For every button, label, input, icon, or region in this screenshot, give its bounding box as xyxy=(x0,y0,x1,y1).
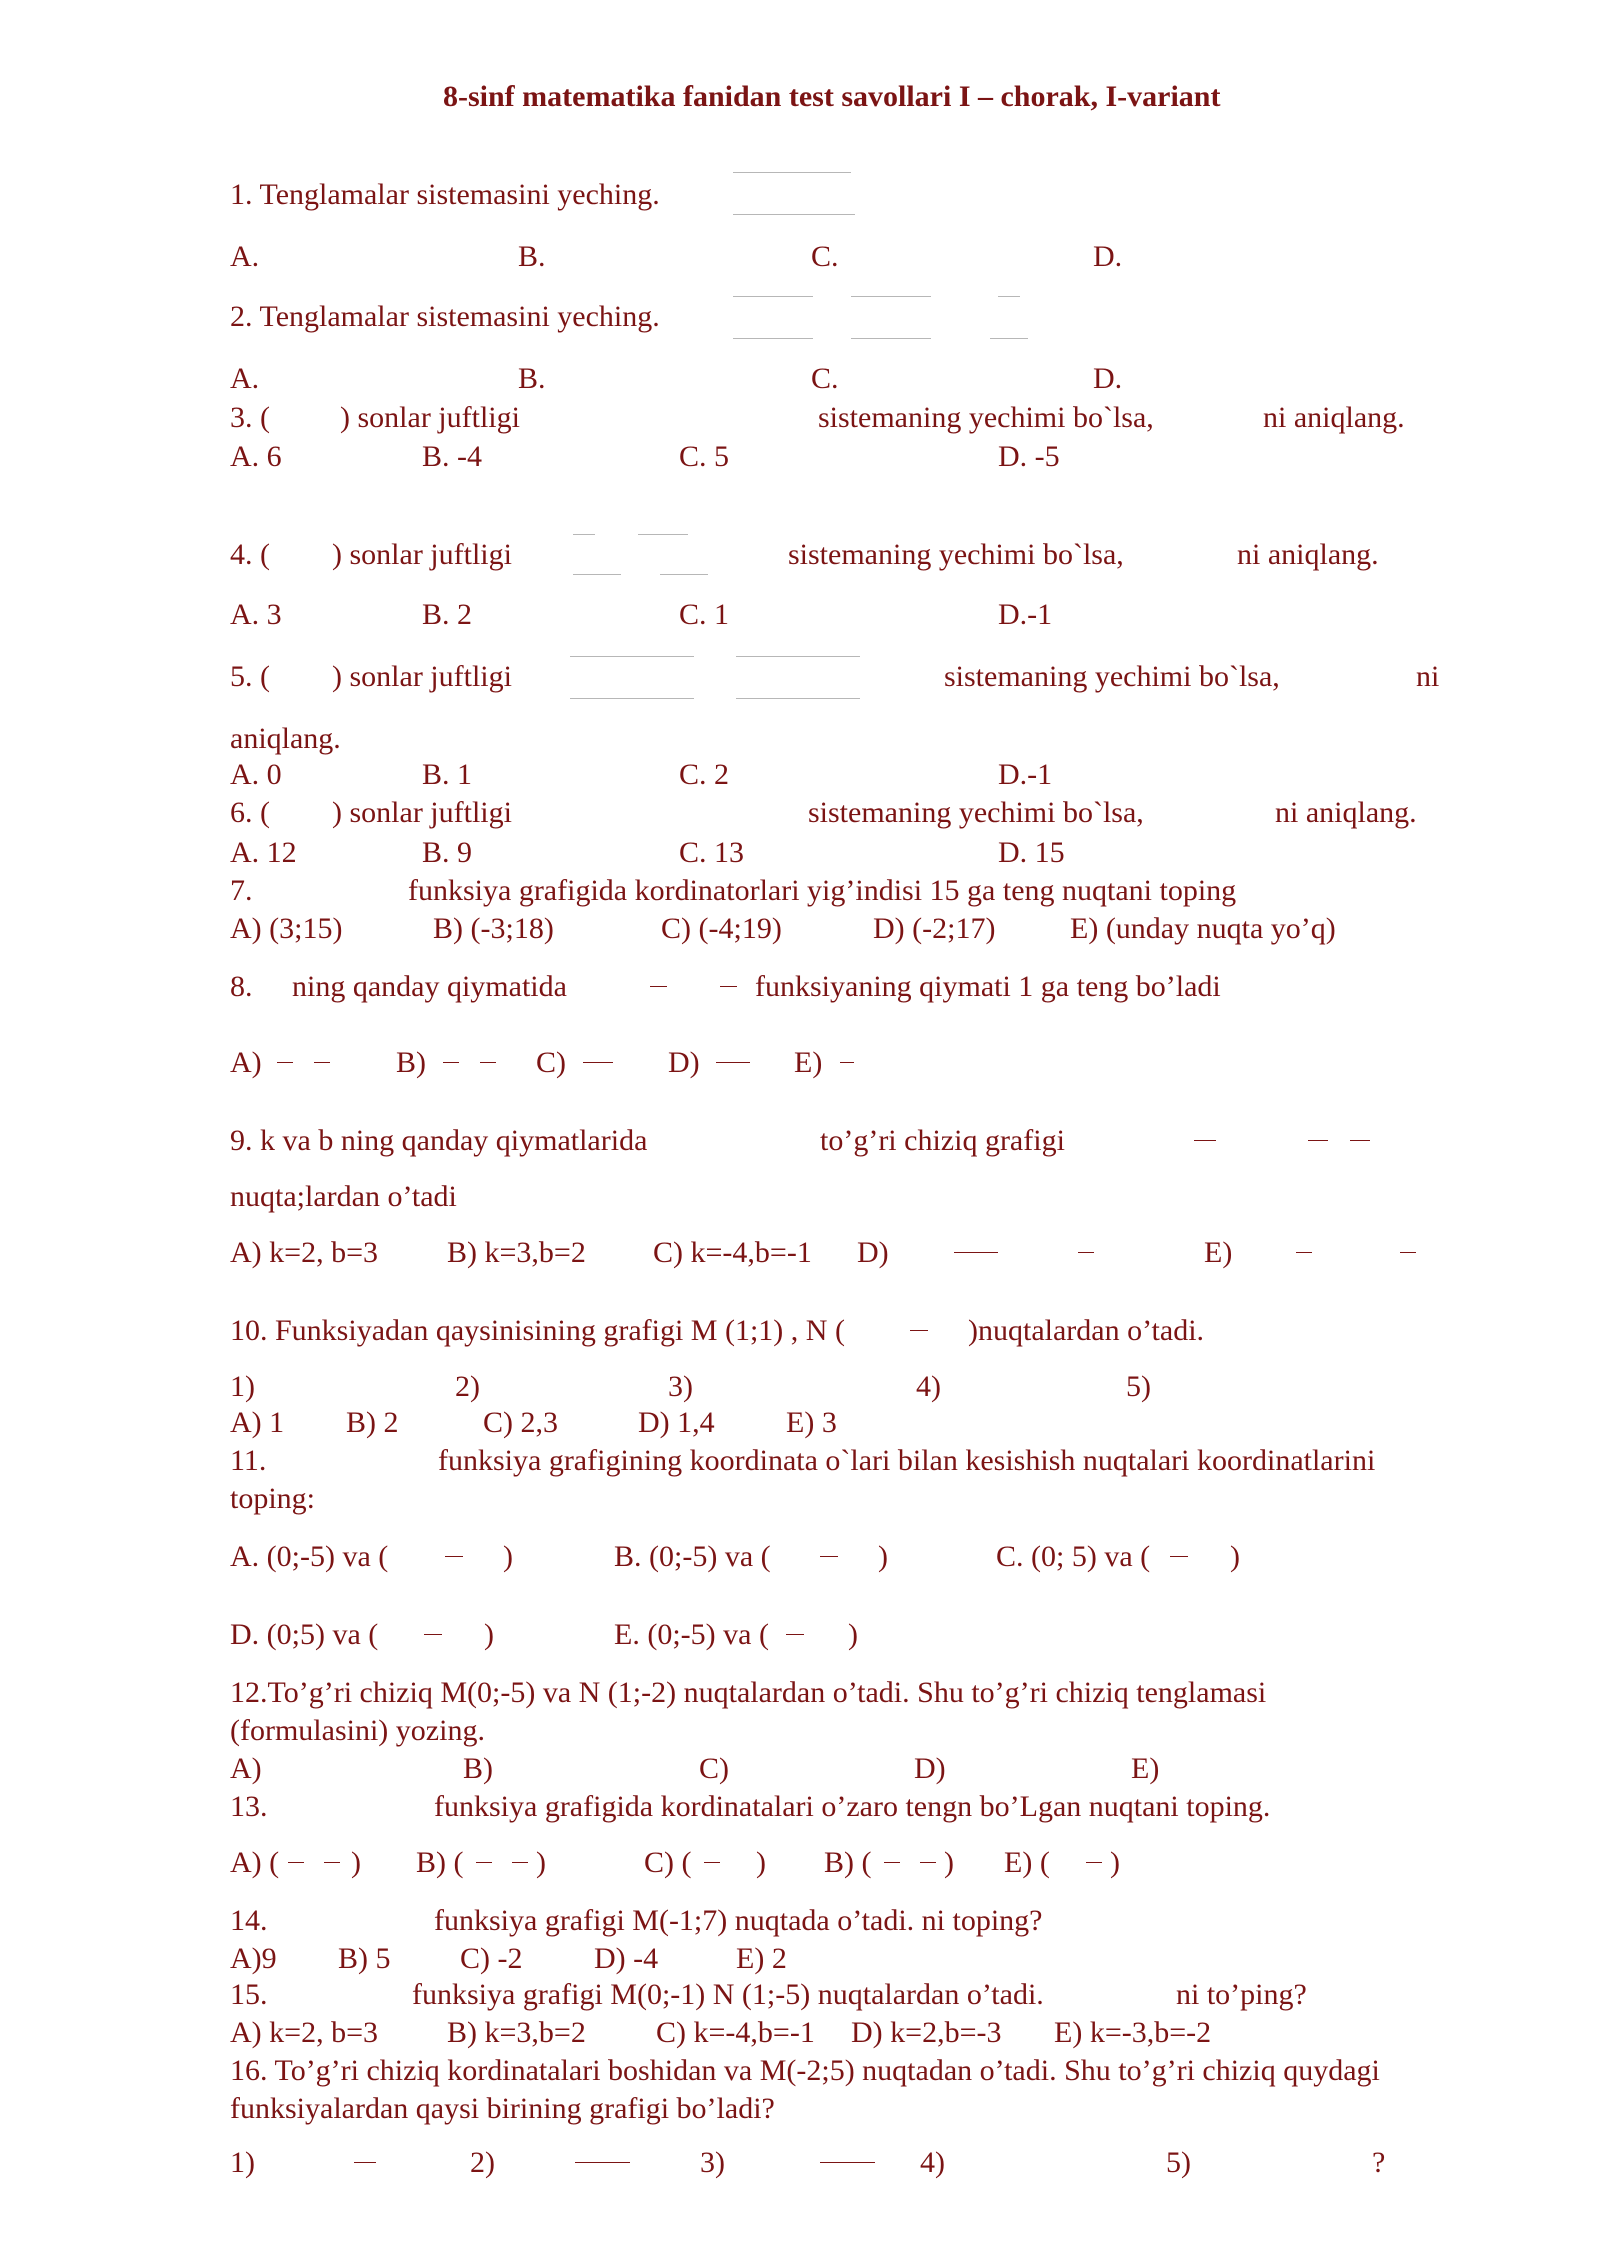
q14-option-c[interactable]: C) -2 xyxy=(460,1942,523,1975)
q13-option-e[interactable]: E) ( xyxy=(1004,1846,1050,1879)
fraction-bar xyxy=(720,986,737,987)
question-12-text: (formulasini) yozing. xyxy=(230,1714,485,1747)
question-4-text: ni aniqlang. xyxy=(1237,538,1379,571)
question-15-num: 15. xyxy=(230,1978,268,2011)
fraction-bar xyxy=(573,534,595,535)
q13-close-paren: ) xyxy=(536,1846,546,1879)
fraction-bar xyxy=(733,214,855,215)
q15-option-e[interactable]: E) k=-3,b=-2 xyxy=(1054,2016,1212,2049)
fraction-bar xyxy=(1078,1252,1094,1253)
fraction-bar xyxy=(575,2162,630,2163)
fraction-bar xyxy=(736,698,860,699)
q13-option-c[interactable]: C) ( xyxy=(644,1846,692,1879)
question-3-text: ) sonlar juftligi xyxy=(340,401,520,434)
q1-option-a[interactable]: A. xyxy=(230,240,260,273)
q13-close-paren: ) xyxy=(944,1846,954,1879)
q7-option-d[interactable]: D) (-2;17) xyxy=(873,912,996,945)
question-4-text: sistemaning yechimi bo`lsa, xyxy=(788,538,1124,571)
fraction-bar xyxy=(1170,1556,1188,1557)
question-9-text: nuqta;lardan o’tadi xyxy=(230,1180,457,1213)
q15-option-c[interactable]: C) k=-4,b=-1 xyxy=(656,2016,815,2049)
fraction-bar xyxy=(920,1862,936,1863)
fraction-bar xyxy=(650,986,667,987)
q2-option-c[interactable]: C. xyxy=(811,362,839,395)
q4-option-b[interactable]: B. 2 xyxy=(422,598,473,631)
question-1-text: 1. Tenglamalar sistemasini yeching. xyxy=(230,178,660,211)
question-14-num: 14. xyxy=(230,1904,268,1937)
q13-close-paren: ) xyxy=(1110,1846,1120,1879)
question-6-text: ) sonlar juftligi xyxy=(332,796,512,829)
q12-option-e[interactable]: E) xyxy=(1131,1752,1160,1785)
question-5-text: sistemaning yechimi bo`lsa, xyxy=(944,660,1280,693)
q14-option-e[interactable]: E) 2 xyxy=(736,1942,787,1975)
q10-option-a[interactable]: A) 1 xyxy=(230,1406,285,1439)
q12-option-a[interactable]: A) xyxy=(230,1752,262,1785)
q9-option-b[interactable]: B) k=3,b=2 xyxy=(447,1236,586,1269)
q13-option-a[interactable]: A) ( xyxy=(230,1846,280,1879)
fraction-bar xyxy=(954,1252,998,1253)
fraction-bar xyxy=(424,1634,442,1635)
question-9-text: 9. k va b ning qanday qiymatlarida xyxy=(230,1124,648,1157)
q10-item-1: 1) xyxy=(230,1370,255,1403)
q6-option-c[interactable]: C. 13 xyxy=(679,836,745,869)
question-4-num: 4. ( xyxy=(230,538,270,571)
question-3-text: ni aniqlang. xyxy=(1263,401,1405,434)
q11-close-paren: ) xyxy=(484,1618,494,1651)
q14-option-a[interactable]: A)9 xyxy=(230,1942,277,1975)
question-10-text: 10. Funksiyadan qaysinisining grafigi M (1;1) , N ( xyxy=(230,1314,845,1347)
fraction-bar xyxy=(583,1062,613,1063)
question-4-text: ) sonlar juftligi xyxy=(332,538,512,571)
fraction-bar xyxy=(820,1556,838,1557)
fraction-bar xyxy=(1350,1140,1370,1141)
q16-question-mark: ? xyxy=(1372,2146,1386,2179)
q10-option-e[interactable]: E) 3 xyxy=(786,1406,837,1439)
fraction-bar xyxy=(733,172,851,173)
q3-option-a[interactable]: A. 6 xyxy=(230,440,282,473)
q11-close-paren: ) xyxy=(848,1618,858,1651)
q1-option-b[interactable]: B. xyxy=(518,240,546,273)
q11-close-paren: ) xyxy=(503,1540,513,1573)
q10-option-d[interactable]: D) 1,4 xyxy=(638,1406,715,1439)
fraction-bar xyxy=(733,338,813,339)
q4-option-c[interactable]: C. 1 xyxy=(679,598,730,631)
q13-close-paren: ) xyxy=(351,1846,361,1879)
q6-option-a[interactable]: A. 12 xyxy=(230,836,297,869)
question-15-text: ni to’ping? xyxy=(1176,1978,1307,2011)
question-11-text: funksiya grafigining koordinata o`lari bilan kesishish nuqtalari koordinatlarini xyxy=(438,1444,1376,1477)
q15-option-d[interactable]: D) k=2,b=-3 xyxy=(851,2016,1002,2049)
fraction-bar xyxy=(476,1862,492,1863)
question-11-text: toping: xyxy=(230,1482,316,1515)
q14-option-b[interactable]: B) 5 xyxy=(338,1942,391,1975)
question-2-text: 2. Tenglamalar sistemasini yeching. xyxy=(230,300,660,333)
q7-option-b[interactable]: B) (-3;18) xyxy=(433,912,554,945)
fraction-bar xyxy=(840,1062,854,1063)
q8-option-b[interactable]: B) xyxy=(396,1046,426,1079)
fraction-bar xyxy=(480,1062,496,1063)
fraction-bar xyxy=(277,1062,293,1063)
q13-option-b[interactable]: B) ( xyxy=(416,1846,464,1879)
q6-option-b[interactable]: B. 9 xyxy=(422,836,473,869)
question-13-num: 13. xyxy=(230,1790,268,1823)
fraction-bar xyxy=(660,574,708,575)
fraction-bar xyxy=(570,698,694,699)
fraction-bar xyxy=(884,1862,900,1863)
q16-item-1: 1) xyxy=(230,2146,255,2179)
question-10-text: )nuqtalardan o’tadi. xyxy=(968,1314,1205,1347)
q15-option-a[interactable]: A) k=2, b=3 xyxy=(230,2016,378,2049)
q8-option-c[interactable]: C) xyxy=(536,1046,566,1079)
fraction-bar xyxy=(990,338,1028,339)
fraction-bar xyxy=(1194,1140,1216,1141)
question-6-text: ni aniqlang. xyxy=(1275,796,1417,829)
q16-item-5: 5) xyxy=(1166,2146,1191,2179)
fraction-bar xyxy=(1400,1252,1416,1253)
page-title: 8-sinf matematika fanidan test savollari I – chorak, I-variant xyxy=(443,80,1221,113)
question-6-num: 6. ( xyxy=(230,796,270,829)
question-5-text: ni xyxy=(1416,660,1440,693)
q10-option-c[interactable]: C) 2,3 xyxy=(483,1406,558,1439)
question-14-text: funksiya grafigi M(-1;7) nuqtada o’tadi. ni toping? xyxy=(434,1904,1043,1937)
q11-close-paren: ) xyxy=(878,1540,888,1573)
question-11-num: 11. xyxy=(230,1444,267,1477)
q5-option-c[interactable]: C. 2 xyxy=(679,758,730,791)
fraction-bar xyxy=(354,2162,376,2163)
q7-option-c[interactable]: C) (-4;19) xyxy=(661,912,782,945)
fraction-bar xyxy=(716,1062,750,1063)
q16-item-3: 3) xyxy=(700,2146,725,2179)
q16-item-4: 4) xyxy=(920,2146,945,2179)
fraction-bar xyxy=(733,296,813,297)
q16-item-2: 2) xyxy=(470,2146,495,2179)
fraction-bar xyxy=(998,296,1020,297)
q1-option-c[interactable]: C. xyxy=(811,240,839,273)
fraction-bar xyxy=(638,534,688,535)
q9-option-e[interactable]: E) xyxy=(1204,1236,1233,1269)
question-8-num: 8. xyxy=(230,970,253,1003)
q11-option-b[interactable]: B. (0;-5) va ( xyxy=(614,1540,771,1573)
q10-item-3: 3) xyxy=(668,1370,693,1403)
q11-option-e[interactable]: E. (0;-5) va ( xyxy=(614,1618,769,1651)
question-6-text: sistemaning yechimi bo`lsa, xyxy=(808,796,1144,829)
question-5-text: aniqlang. xyxy=(230,722,341,755)
q3-option-b[interactable]: B. -4 xyxy=(422,440,482,473)
question-7-text: funksiya grafigida kordinatorlari yig’indisi 15 ga teng nuqtani toping xyxy=(408,874,1237,907)
q1-option-d[interactable]: D. xyxy=(1093,240,1123,273)
fraction-bar xyxy=(736,656,860,657)
fraction-bar xyxy=(820,2162,875,2163)
q6-option-d[interactable]: D. 15 xyxy=(998,836,1065,869)
q2-option-d[interactable]: D. xyxy=(1093,362,1123,395)
question-3-num: 3. ( xyxy=(230,401,270,434)
fraction-bar xyxy=(704,1862,720,1863)
question-7-num: 7. xyxy=(230,874,253,907)
q11-option-d[interactable]: D. (0;5) va ( xyxy=(230,1618,379,1651)
q4-option-d[interactable]: D.-1 xyxy=(998,598,1053,631)
fraction-bar xyxy=(910,1330,928,1331)
q12-option-d[interactable]: D) xyxy=(914,1752,946,1785)
q2-option-b[interactable]: B. xyxy=(518,362,546,395)
q7-option-e[interactable]: E) (unday nuqta yo’q) xyxy=(1070,912,1336,945)
q7-option-a[interactable]: A) (3;15) xyxy=(230,912,343,945)
q11-option-a[interactable]: A. (0;-5) va ( xyxy=(230,1540,389,1573)
fraction-bar xyxy=(851,338,931,339)
q10-item-5: 5) xyxy=(1126,1370,1151,1403)
fraction-bar xyxy=(851,296,931,297)
q11-close-paren: ) xyxy=(1230,1540,1240,1573)
fraction-bar xyxy=(1308,1140,1328,1141)
q14-option-d[interactable]: D) -4 xyxy=(594,1942,659,1975)
fraction-bar xyxy=(786,1634,804,1635)
q2-option-a[interactable]: A. xyxy=(230,362,260,395)
question-12-text: 12.To’g’ri chiziq M(0;-5) va N (1;-2) nuqtalardan o’tadi. Shu to’g’ri chiziq tenglamasi xyxy=(230,1676,1267,1709)
question-16-text: funksiyalardan qaysi birining grafigi bo’ladi? xyxy=(230,2092,775,2125)
fraction-bar xyxy=(288,1862,304,1863)
fraction-bar xyxy=(570,656,694,657)
question-5-text: ) sonlar juftligi xyxy=(332,660,512,693)
q10-item-2: 2) xyxy=(455,1370,480,1403)
q3-option-c[interactable]: C. 5 xyxy=(679,440,730,473)
q9-option-c[interactable]: C) k=-4,b=-1 xyxy=(653,1236,812,1269)
fraction-bar xyxy=(1086,1862,1102,1863)
question-13-text: funksiya grafigida kordinatalari o’zaro tengn bo’Lgan nuqtani toping. xyxy=(434,1790,1271,1823)
q9-option-a[interactable]: A) k=2, b=3 xyxy=(230,1236,378,1269)
fraction-bar xyxy=(512,1862,528,1863)
q12-option-b[interactable]: B) xyxy=(463,1752,493,1785)
q9-option-d[interactable]: D) xyxy=(857,1236,889,1269)
q13-close-paren: ) xyxy=(756,1846,766,1879)
question-5-num: 5. ( xyxy=(230,660,270,693)
fraction-bar xyxy=(1296,1252,1312,1253)
q8-option-a[interactable]: A) xyxy=(230,1046,262,1079)
q11-option-c[interactable]: C. (0; 5) va ( xyxy=(996,1540,1151,1573)
q15-option-b[interactable]: B) k=3,b=2 xyxy=(447,2016,586,2049)
question-8-text: funksiyaning qiymati 1 ga teng bo’ladi xyxy=(755,970,1221,1003)
question-9-text: to’g’ri chiziq grafigi xyxy=(820,1124,1065,1157)
fraction-bar xyxy=(573,574,621,575)
q10-item-4: 4) xyxy=(916,1370,941,1403)
question-8-text: ning qanday qiymatida xyxy=(292,970,567,1003)
question-15-text: funksiya grafigi M(0;-1) N (1;-5) nuqtalardan o’tadi. xyxy=(412,1978,1044,2011)
q10-option-b[interactable]: B) 2 xyxy=(346,1406,399,1439)
q12-option-c[interactable]: C) xyxy=(699,1752,729,1785)
q4-option-a[interactable]: A. 3 xyxy=(230,598,282,631)
q8-option-e[interactable]: E) xyxy=(794,1046,823,1079)
fraction-bar xyxy=(324,1862,340,1863)
q5-option-b[interactable]: B. 1 xyxy=(422,758,473,791)
q5-option-d[interactable]: D.-1 xyxy=(998,758,1053,791)
q3-option-d[interactable]: D. -5 xyxy=(998,440,1060,473)
question-16-text: 16. To’g’ri chiziq kordinatalari boshidan va M(-2;5) nuqtadan o’tadi. Shu to’g’ri chiziq quydagi xyxy=(230,2054,1380,2087)
q8-option-d[interactable]: D) xyxy=(668,1046,700,1079)
fraction-bar xyxy=(443,1062,459,1063)
fraction-bar xyxy=(314,1062,330,1063)
fraction-bar xyxy=(445,1556,463,1557)
q5-option-a[interactable]: A. 0 xyxy=(230,758,282,791)
question-3-text: sistemaning yechimi bo`lsa, xyxy=(818,401,1154,434)
q13-option-d[interactable]: B) ( xyxy=(824,1846,872,1879)
